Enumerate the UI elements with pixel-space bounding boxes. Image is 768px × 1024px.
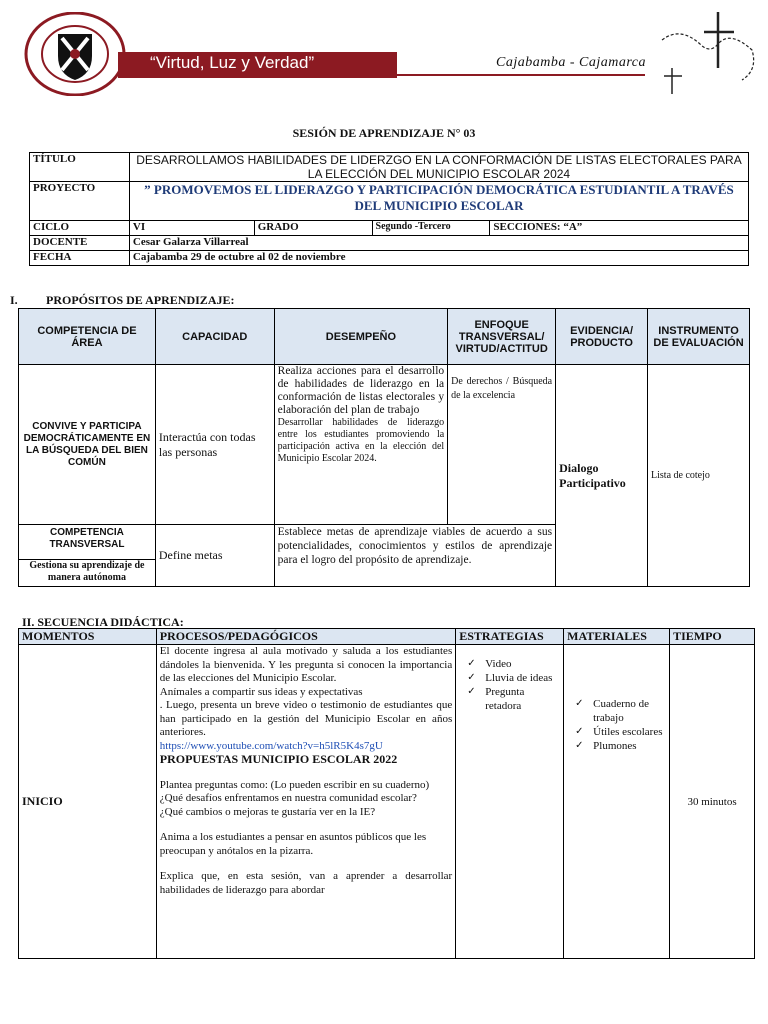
- competencia-transversal: COMPETENCIA TRANSVERSAL: [19, 525, 155, 560]
- estrategias-list: [459, 657, 560, 713]
- estrategia-item: ✓ Lluvia de ideas: [467, 671, 560, 685]
- material-item: ✓ Útiles escolares: [575, 725, 666, 739]
- proceso-p1: El docente ingresa al aula motivado y saluda a los estudiantes dándoles la bienvenida. Y les pregunta si conocen la importancia de las elecciones del Municipio Escolar.: [159, 645, 453, 684]
- header-instrumento: INSTRUMENTO DE EVALUACIÓN: [648, 309, 750, 365]
- docente-label: DOCENTE: [30, 236, 130, 251]
- momento-inicio: INICIO: [19, 645, 157, 959]
- evidencia-value: Dialogo Participativo: [556, 365, 648, 587]
- proceso-subtitle: PROPUESTAS MUNICIPIO ESCOLAR 2022: [159, 752, 398, 766]
- header-enfoque: ENFOQUE TRANSVERSAL/ VIRTUD/ACTITUD: [448, 309, 556, 365]
- proceso-p2: Anímales a compartir sus ideas y expectativas: [159, 685, 363, 698]
- info-table: [29, 152, 749, 266]
- header-materiales: MATERIALES: [564, 629, 670, 645]
- fecha-label: FECHA: [30, 251, 130, 266]
- school-seal: [24, 12, 126, 96]
- motto-text: “Virtud, Luz y Verdad”: [150, 53, 315, 72]
- capacidad-2: Define metas: [155, 525, 274, 587]
- header-desempeno: DESEMPEÑO: [274, 309, 448, 365]
- section-2-heading: II. SECUENCIA DIDÁCTICA:: [22, 615, 184, 629]
- header-capacidad: CAPACIDAD: [155, 309, 274, 365]
- grado-label: GRADO: [254, 221, 372, 236]
- header-evidencia: EVIDENCIA/ PRODUCTO: [556, 309, 648, 365]
- ciclo-value: VI: [129, 221, 254, 236]
- competencia-area: CONVIVE Y PARTICIPA DEMOCRÁTICAMENTE EN LA BÚSQUEDA DEL BIEN COMÚN: [19, 365, 156, 525]
- materiales-list: [567, 697, 666, 753]
- place-text: Cajabamba - Cajamarca: [496, 55, 646, 70]
- section-1-number: I.: [10, 293, 18, 307]
- desempeno-1a: Realiza acciones para el desarrollo de habilidades de liderazgo en la conformación de listas electorales y elaboración del plan de trabajo: [277, 365, 445, 416]
- session-title: SESIÓN DE APRENDIZAJE N° 03: [292, 126, 476, 140]
- material-item: ✓ Cuaderno de trabajo: [575, 697, 666, 725]
- estrategia-item: ✓ Video: [467, 657, 560, 671]
- ciclo-label: CICLO: [30, 221, 130, 236]
- fecha-value: Cajabamba 29 de octubre al 02 de noviembre: [129, 251, 748, 266]
- proceso-p5: Anima a los estudiantes a pensar en asuntos públicos que les preocupan y anótalos en la pizarra.: [159, 831, 427, 857]
- enfoque-value: De derechos / Búsqueda de la excelencia: [448, 365, 556, 525]
- grado-value: Segundo -Tercero: [372, 221, 490, 236]
- video-link[interactable]: https://www.youtube.com/watch?v=h5lR5K4s7gU: [159, 739, 383, 752]
- proyecto-value: ” PROMOVEMOS EL LIDERAZGO Y PARTICIPACIÓN DEMOCRÁTICA ESTUDIANTIL A TRAVÉS DEL MUNICIPIO ESCOLAR: [129, 182, 748, 221]
- signature-cross-icon: [660, 10, 760, 100]
- header-estrategias: ESTRATEGIAS: [456, 629, 564, 645]
- instrumento-value: Lista de cotejo: [648, 365, 750, 587]
- tiempo-value: 30 minutos: [670, 645, 755, 959]
- header-momentos: MOMENTOS: [19, 629, 157, 645]
- secciones-label: SECCIONES: “A”: [490, 221, 749, 236]
- propositos-table: [18, 308, 750, 587]
- header-procesos: PROCESOS/PEDAGÓGICOS: [156, 629, 455, 645]
- section-1-heading: PROPÓSITOS DE APRENDIZAJE:: [46, 293, 235, 307]
- proceso-p6: Explica que, en esta sesión, van a aprender a desarrollar habilidades de liderazgo para abordar: [159, 870, 453, 896]
- proyecto-label: PROYECTO: [30, 182, 130, 221]
- capacidad-1: Interactúa con todas las personas: [155, 365, 274, 525]
- proceso-p3: . Luego, presenta un breve video o testimonio de estudiantes que han participado en la gestión del Municipio Escolar en años anteriores.: [159, 699, 453, 738]
- titulo-value: DESARROLLAMOS HABILIDADES DE LIDERZGO EN LA CONFORMACIÓN DE LISTAS ELECTORALES PARA LA ELECCIÓN DEL MUNICIPIO ESCOLAR 2024: [129, 153, 748, 182]
- proceso-p4: Plantea preguntas como: (Lo pueden escribir en su cuaderno): [159, 778, 430, 791]
- header-tiempo: TIEMPO: [670, 629, 755, 645]
- proceso-q2: ¿Qué cambios o mejoras te gustaría ver en la IE?: [159, 805, 376, 818]
- proceso-q1: ¿Qué desafíos enfrentamos en nuestra comunidad escolar?: [159, 792, 417, 804]
- competencia-transversal-sub: Gestiona su aprendizaje de manera autónoma: [29, 560, 145, 583]
- desempeno-2: Establece metas de aprendizaje viables de acuerdo a sus potencialidades, conocimientos y estilos de aprendizaje para el logro del propósito de aprendizaje.: [274, 525, 555, 587]
- desempeno-1b: Desarrollar habilidades de liderazgo entre los estudiantes promoviendo la participación activa en la elección del Municipio Escolar 2024.: [277, 417, 445, 464]
- secuencia-table: [18, 628, 755, 959]
- header-competencia: COMPETENCIA DE ÁREA: [19, 309, 156, 365]
- material-item: ✓ Plumones: [575, 739, 666, 753]
- estrategia-item: ✓ Pregunta retadora: [467, 685, 560, 713]
- docente-value: Cesar Galarza Villarreal: [129, 236, 748, 251]
- banner-line: [395, 74, 645, 76]
- titulo-label: TÍTULO: [30, 153, 130, 182]
